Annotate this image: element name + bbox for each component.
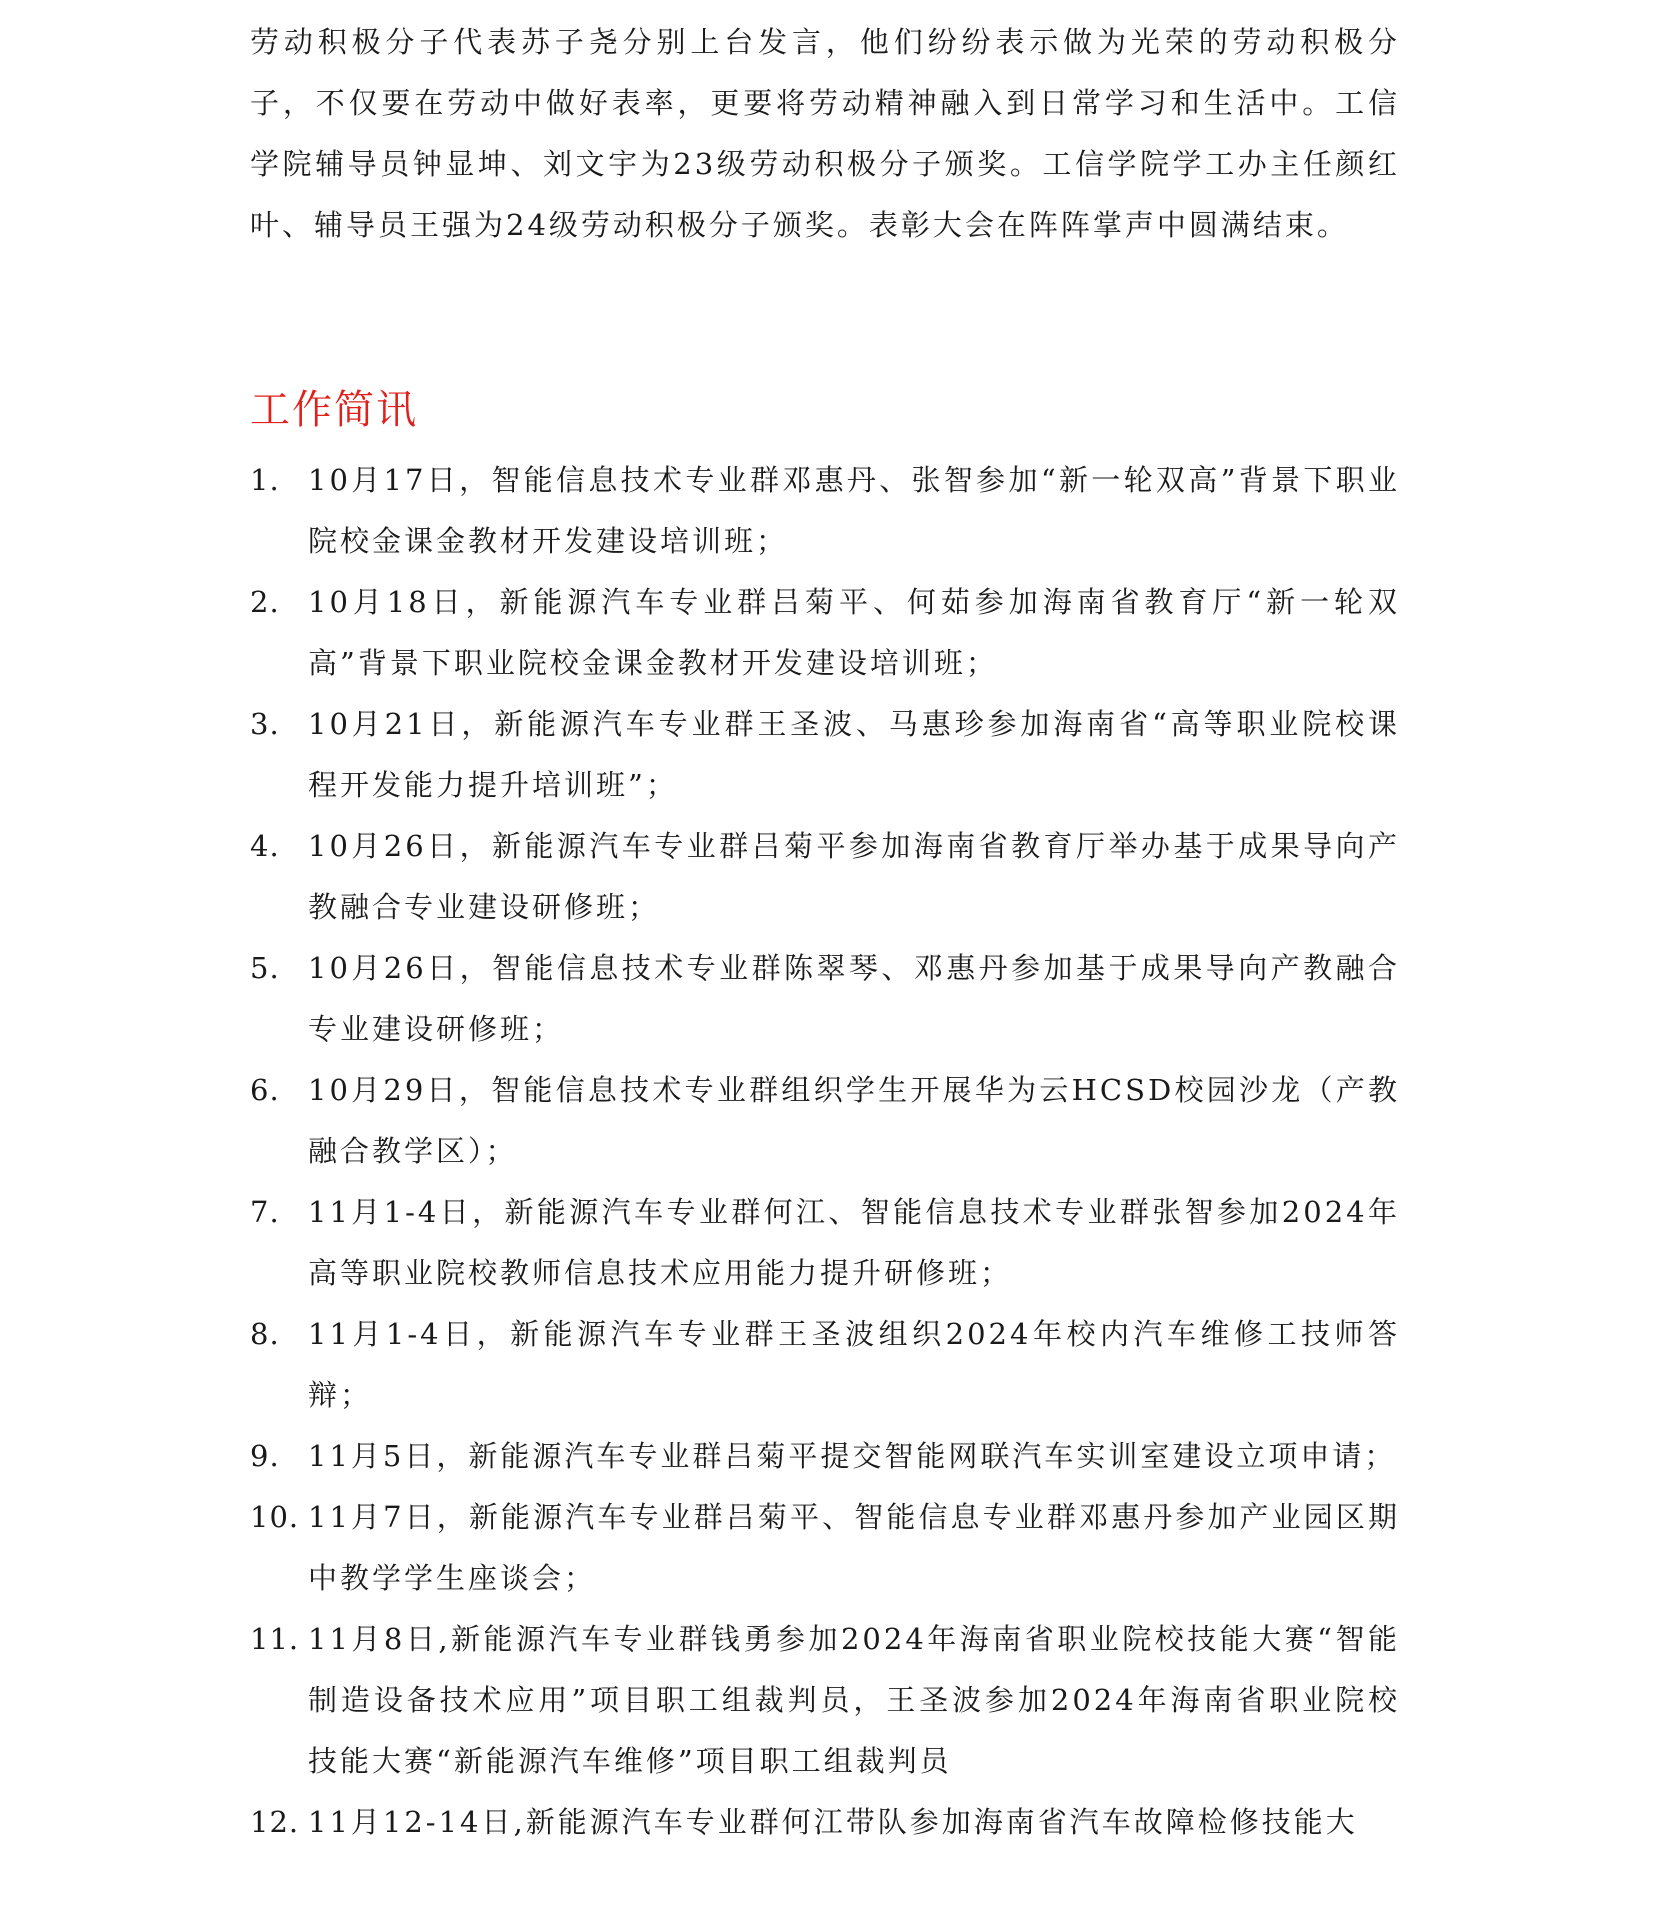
news-item-text: 11月12-14日,新能源汽车专业群何江带队参加海南省汽车故障检修技能大	[308, 1805, 1358, 1839]
news-item-text: 10月29日，智能信息技术专业群组织学生开展华为云HCSD校园沙龙（产教融合教学区）；	[308, 1073, 1400, 1168]
news-item-2	[250, 572, 1400, 694]
news-item-text: 10月21日，新能源汽车专业群王圣波、马惠珍参加海南省“高等职业院校课程开发能力提升培训班”；	[308, 707, 1400, 802]
news-item-8	[250, 1304, 1400, 1426]
news-item-number: 12.	[250, 1805, 300, 1839]
news-item-number: 10.	[250, 1500, 300, 1534]
news-item-number: 8.	[250, 1317, 280, 1351]
news-item-number: 2.	[250, 585, 280, 619]
news-item-5	[250, 938, 1400, 1060]
news-item-number: 6.	[250, 1073, 280, 1107]
news-list	[250, 450, 1400, 1853]
news-item-12	[250, 1792, 1400, 1853]
intro-paragraph: 劳动积极分子代表苏子尧分别上台发言，他们纷纷表示做为光荣的劳动积极分子，不仅要在劳动中做好表率，更要将劳动精神融入到日常学习和生活中。工信学院辅导员钟显坤、刘文宇为23级劳动积极分子颁奖。工信学院学工办主任颜红叶、辅导员王强为24级劳动积极分子颁奖。表彰大会在阵阵掌声中圆满结束。	[250, 25, 1400, 242]
news-item-7	[250, 1182, 1400, 1304]
news-item-text: 11月8日,新能源汽车专业群钱勇参加2024年海南省职业院校技能大赛“智能制造设备技术应用”项目职工组裁判员，王圣波参加2024年海南省职业院校技能大赛“新能源汽车维修”项目职工组裁判员	[308, 1622, 1400, 1778]
news-item-number: 9.	[250, 1439, 280, 1473]
news-item-number: 5.	[250, 951, 280, 985]
news-item-text: 11月1-4日，新能源汽车专业群王圣波组织2024年校内汽车维修工技师答辩；	[308, 1317, 1400, 1412]
news-item-text: 10月18日，新能源汽车专业群吕菊平、何茹参加海南省教育厅“新一轮双高”背景下职业院校金课金教材开发建设培训班；	[308, 585, 1400, 680]
news-item-number: 11.	[250, 1622, 300, 1656]
news-item-text: 11月5日，新能源汽车专业群吕菊平提交智能网联汽车实训室建设立项申请；	[308, 1439, 1397, 1473]
news-item-text: 10月26日，新能源汽车专业群吕菊平参加海南省教育厅举办基于成果导向产教融合专业建设研修班；	[308, 829, 1400, 924]
news-item-number: 7.	[250, 1195, 280, 1229]
news-item-number: 4.	[250, 829, 280, 863]
news-item-10	[250, 1487, 1400, 1609]
news-item-text: 11月7日，新能源汽车专业群吕菊平、智能信息专业群邓惠丹参加产业园区期中教学学生座谈会；	[308, 1500, 1400, 1595]
news-item-1	[250, 450, 1400, 572]
document-page	[250, 0, 1400, 1853]
news-item-11	[250, 1609, 1400, 1792]
news-item-text: 10月17日，智能信息技术专业群邓惠丹、张智参加“新一轮双高”背景下职业院校金课金教材开发建设培训班；	[308, 463, 1400, 558]
news-item-6	[250, 1060, 1400, 1182]
news-item-number: 3.	[250, 707, 280, 741]
news-item-3	[250, 694, 1400, 816]
news-item-text: 10月26日，智能信息技术专业群陈翠琴、邓惠丹参加基于成果导向产教融合专业建设研修班；	[308, 951, 1400, 1046]
news-item-text: 11月1-4日，新能源汽车专业群何江、智能信息技术专业群张智参加2024年高等职业院校教师信息技术应用能力提升研修班；	[308, 1195, 1400, 1290]
news-item-9	[250, 1426, 1400, 1487]
section-title: 工作简讯	[250, 387, 418, 433]
news-item-4	[250, 816, 1400, 938]
news-item-number: 1.	[250, 463, 280, 497]
